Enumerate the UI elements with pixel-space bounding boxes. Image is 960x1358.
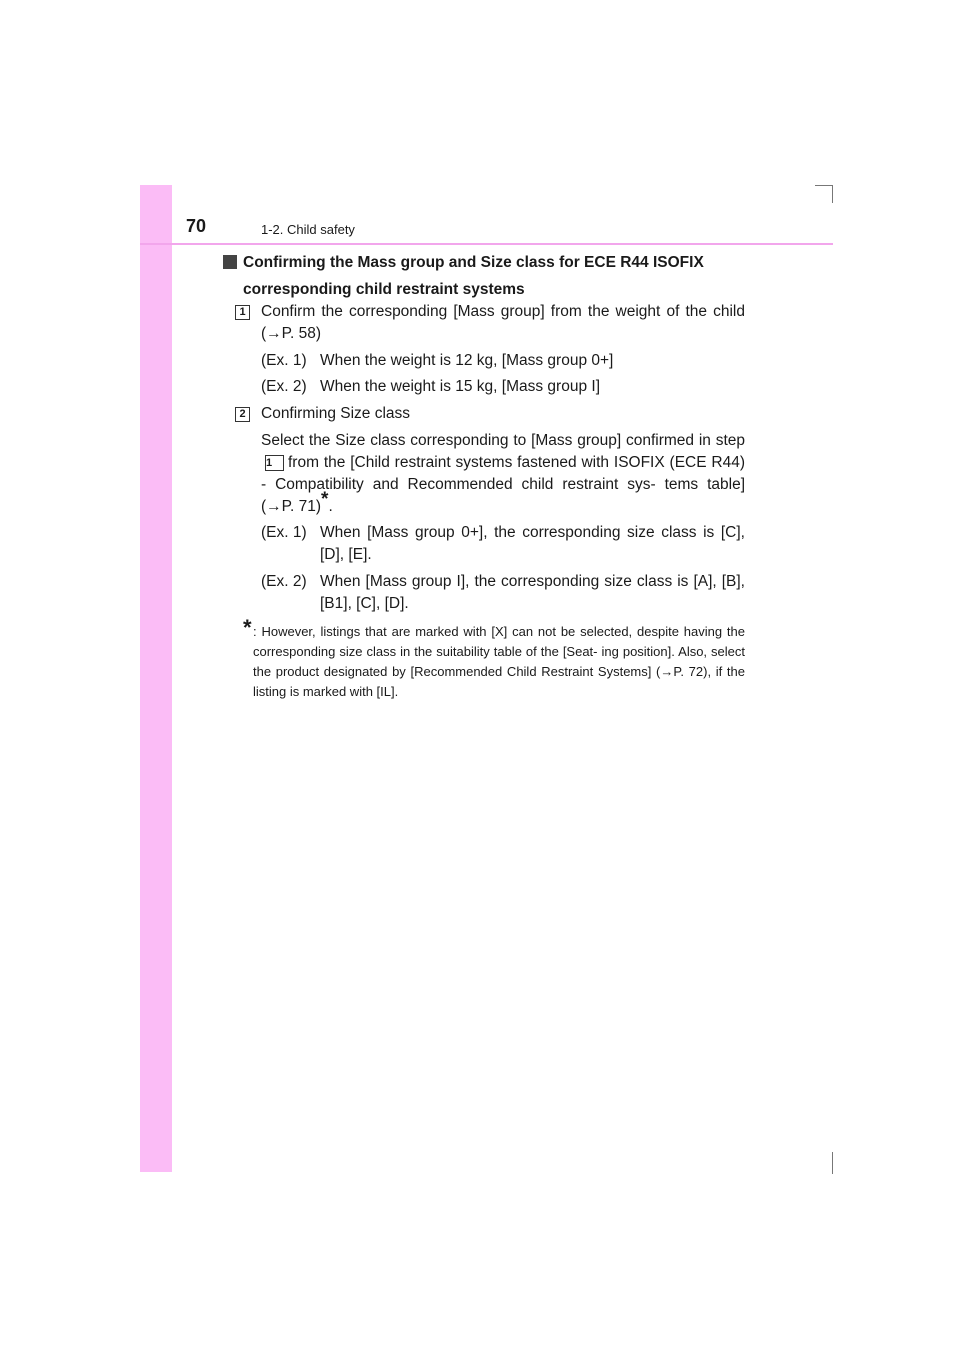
section-title: 1-2. Child safety (261, 222, 355, 237)
page-number: 70 (186, 216, 207, 236)
step-1-badge: 1 (235, 305, 250, 320)
step-1-example-1-label: (Ex. 1) (261, 352, 307, 369)
footnote-star: * (243, 615, 252, 640)
crop-mark-bottom (832, 1152, 833, 1174)
crop-mark-top-vertical (832, 185, 833, 203)
footnote-text: : However, listings that are marked with [X] can not be selected, despite having the corresponding size class in the suitability table of the [Seat- ing position]. Also, select the product designated by [Recommended Child Restraint Systems] (→P. 72), if the listing is marked with [IL]. (253, 624, 745, 699)
step-2-text-end: . (328, 498, 333, 515)
step-2-text-before: Select the Size class corresponding to [Mass group] confirmed in step (261, 432, 745, 449)
step-2-example-1-label: (Ex. 1) (261, 524, 307, 541)
step-1-example-1-text: When the weight is 12 kg, [Mass group 0+] (320, 352, 614, 369)
step-2-title: Confirming Size class (261, 405, 411, 422)
step-1-example-2-text: When the weight is 15 kg, [Mass group I] (320, 378, 600, 395)
margin-color-band (140, 185, 172, 1172)
footnote-star-ref: * (321, 489, 329, 510)
step-1-example-2-label: (Ex. 2) (261, 378, 307, 395)
heading-line-2: corresponding child restraint systems (243, 281, 525, 298)
crop-mark-top (815, 185, 833, 186)
heading-line-1: Confirming the Mass group and Size class for ECE R44 ISOFIX (243, 254, 704, 271)
heading (243, 252, 745, 301)
step-2-example-1-text: When [Mass group 0+], the corresponding size class is [C], [D], [E]. (320, 524, 745, 563)
heading-bullet-icon (223, 255, 237, 269)
step-2-text (261, 430, 745, 518)
step-2-badge: 2 (235, 407, 250, 422)
step-2-text-after: from the [Child restraint systems fastened with ISOFIX (ECE R44) - Compatibility and Recommended child restraint sys- tems table] (→P. 71) (261, 454, 745, 515)
step-1-text: Confirm the corresponding [Mass group] from the weight of the child (→P. 58) (261, 303, 745, 342)
step-ref-badge: 1 (265, 455, 284, 471)
step-2-example-2-text: When [Mass group I], the corresponding size class is [A], [B], [B1], [C], [D]. (320, 573, 745, 612)
step-2-example-2-label: (Ex. 2) (261, 573, 307, 590)
header-rule (140, 243, 833, 245)
